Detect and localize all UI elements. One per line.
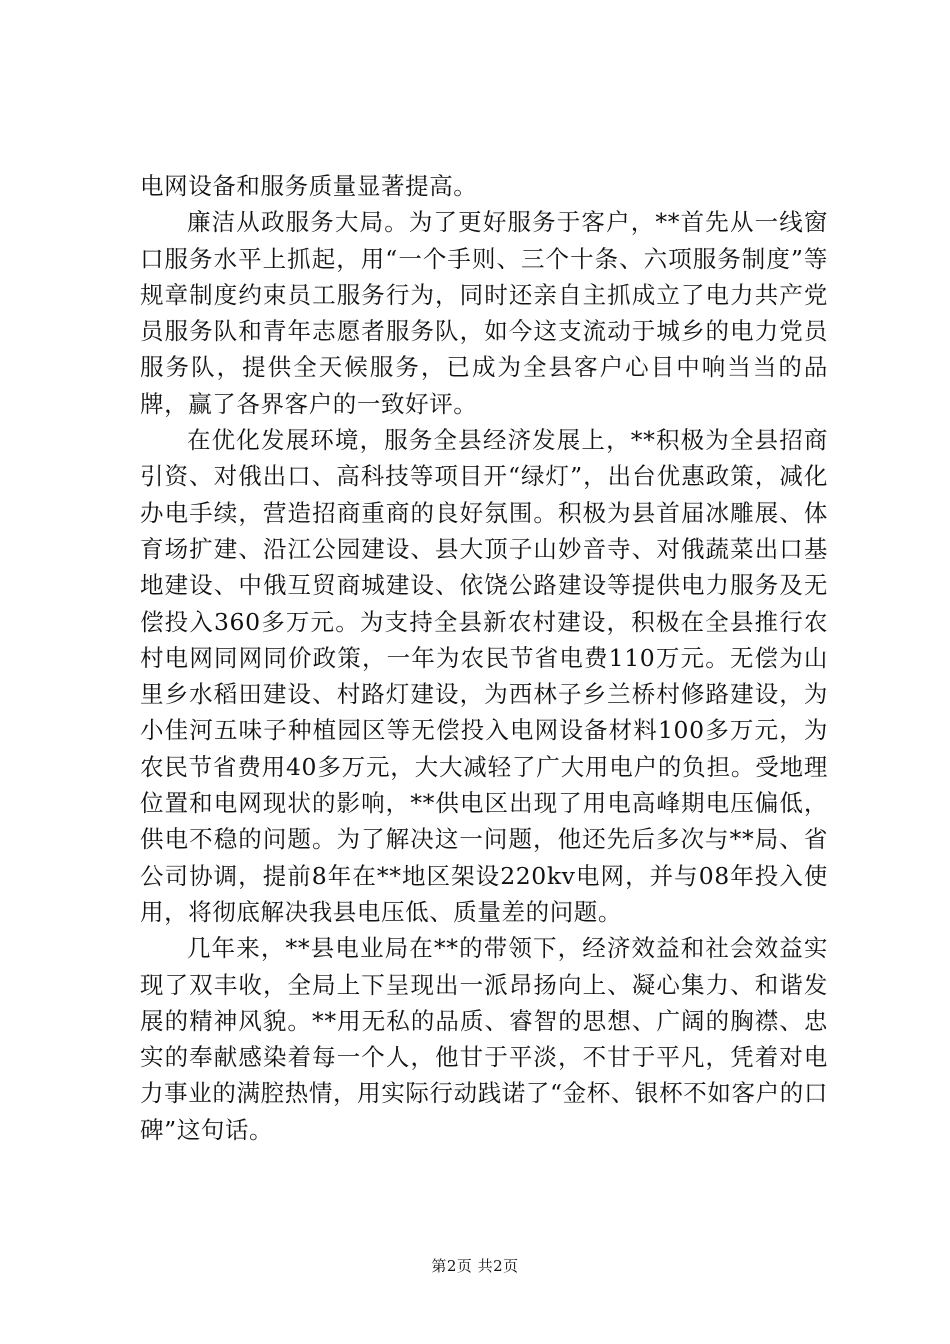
paragraph-clean-governance: 廉洁从政服务大局。为了更好服务于客户，**首先从一线窗口服务水平上抓起，用“一个手则、三个十条、六项服务制度”等规章制度约束员工服务行为，同时还亲自主抓成立了电力共产党员服务队和青年志愿者服务队，如今这支流动于城乡的电力党员服务队，提供全天候服务，已成为全县客户心目中响当当的品牌，赢了各界客户的一致好评。 [140, 208, 828, 418]
page-number-footer: 第2页 共2页 [431, 1257, 519, 1275]
document-body [140, 168, 828, 1148]
paragraph-continuation: 电网设备和服务质量显著提高。 [140, 172, 478, 200]
paragraph-summary: 几年来，**县电业局在**的带领下，经济效益和社会效益实现了双丰收，全局上下呈现出一派昂扬向上、凝心集力、和谐发展的精神风貌。**用无私的品质、睿智的思想、广阔的胸襟、忠实的奉献感染着每一个人，他甘于平淡，不甘于平凡，凭着对电力事业的满腔热情，用实际行动践诺了“金杯、银杯不如客户的口碑”这句话。 [140, 934, 828, 1144]
paragraph-development-environment: 在优化发展环境，服务全县经济发展上，**积极为全县招商引资、对俄出口、高科技等项目开“绿灯”，出台优惠政策，减化办电手续，营造招商重商的良好氛围。积极为县首届冰雕展、体育场扩建、沿江公园建设、县大顶子山妙音寺、对俄蔬菜出口基地建设、中俄互贸商城建设、依饶公路建设等提供电力服务及无偿投入360多万元。为支持全县新农村建设，积极在全县推行农村电网同网同价政策，一年为农民节省电费110万元。无偿为山里乡水稻田建设、村路灯建设，为西林子乡兰桥村修路建设，为小佳河五味子种植园区等无偿投入电网设备材料100多万元，为农民节省费用40多万元，大大减轻了广大用电户的负担。受地理位置和电网现状的影响，**供电区出现了用电高峰期电压偏低，供电不稳的问题。为了解决这一问题，他还先后多次与**局、省公司协调，提前8年在**地区架设220kv电网，并与08年投入使用，将彻底解决我县电压低、质量差的问题。 [140, 426, 828, 926]
